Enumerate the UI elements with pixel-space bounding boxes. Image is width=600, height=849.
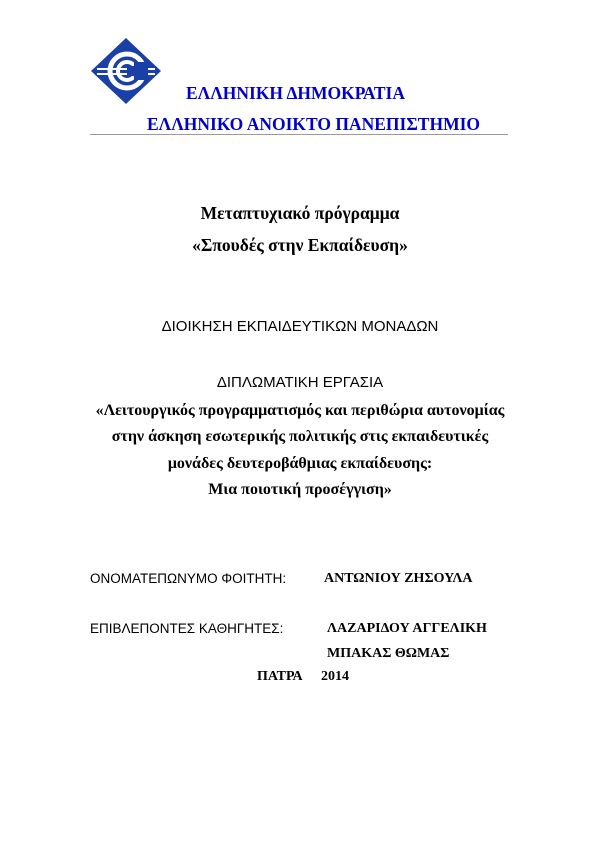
thesis-label: ΔΙΠΛΩΜΑΤΙΚΗ ΕΡΓΑΣΙΑ bbox=[216, 374, 384, 391]
header-divider bbox=[90, 134, 508, 135]
course-title: ΔΙΟΙΚΗΣΗ ΕΚΠΑΙΔΕΥΤΙΚΩΝ ΜΟΝΑΔΩΝ bbox=[161, 318, 439, 335]
thesis-title-line: στην άσκηση εσωτερικής πολιτικής στις εκπαιδευτικές bbox=[111, 428, 489, 445]
thesis-title-line: Μια ποιοτική προσέγγιση» bbox=[208, 481, 392, 498]
student-name: ΑΝΤΩΝΙΟΥ ΖΗΣΟΥΛΑ bbox=[324, 571, 473, 586]
program-heading: Μεταπτυχιακό πρόγραμμα bbox=[200, 203, 400, 223]
city: ΠΑΤΡΑ bbox=[257, 669, 303, 684]
student-label: ΟΝΟΜΑΤΕΠΩΝΥΜΟ ΦΟΙΤΗΤΗ: bbox=[90, 571, 287, 586]
header-university: ΕΛΛΗΝΙΚΟ ΑΝΟΙΚΤΟ ΠΑΝΕΠΙΣΤΗΜΙΟ bbox=[147, 114, 481, 134]
supervisor-name: ΛΑΖΑΡΙΔΟΥ ΑΓΓΕΛΙΚΗ bbox=[327, 621, 487, 636]
supervisor-name: ΜΠΑΚΑΣ ΘΩΜΑΣ bbox=[327, 646, 450, 661]
header-country: ΕΛΛΗΝΙΚΗ ΔΗΜΟΚΡΑΤΙΑ bbox=[186, 83, 405, 103]
program-name: «Σπουδές στην Εκπαίδευση» bbox=[192, 235, 408, 255]
university-logo-icon bbox=[90, 37, 162, 105]
supervisors-label: ΕΠΙΒΛΕΠΟΝΤΕΣ ΚΑΘΗΓΗΤΕΣ: bbox=[90, 621, 284, 636]
thesis-title-line: μονάδες δευτεροβάθμιας εκπαίδευσης: bbox=[167, 455, 433, 472]
thesis-title-line: «Λειτουργικός προγραμματισμός και περιθώρια αυτονομίας bbox=[95, 402, 505, 419]
year: 2014 bbox=[321, 669, 349, 684]
